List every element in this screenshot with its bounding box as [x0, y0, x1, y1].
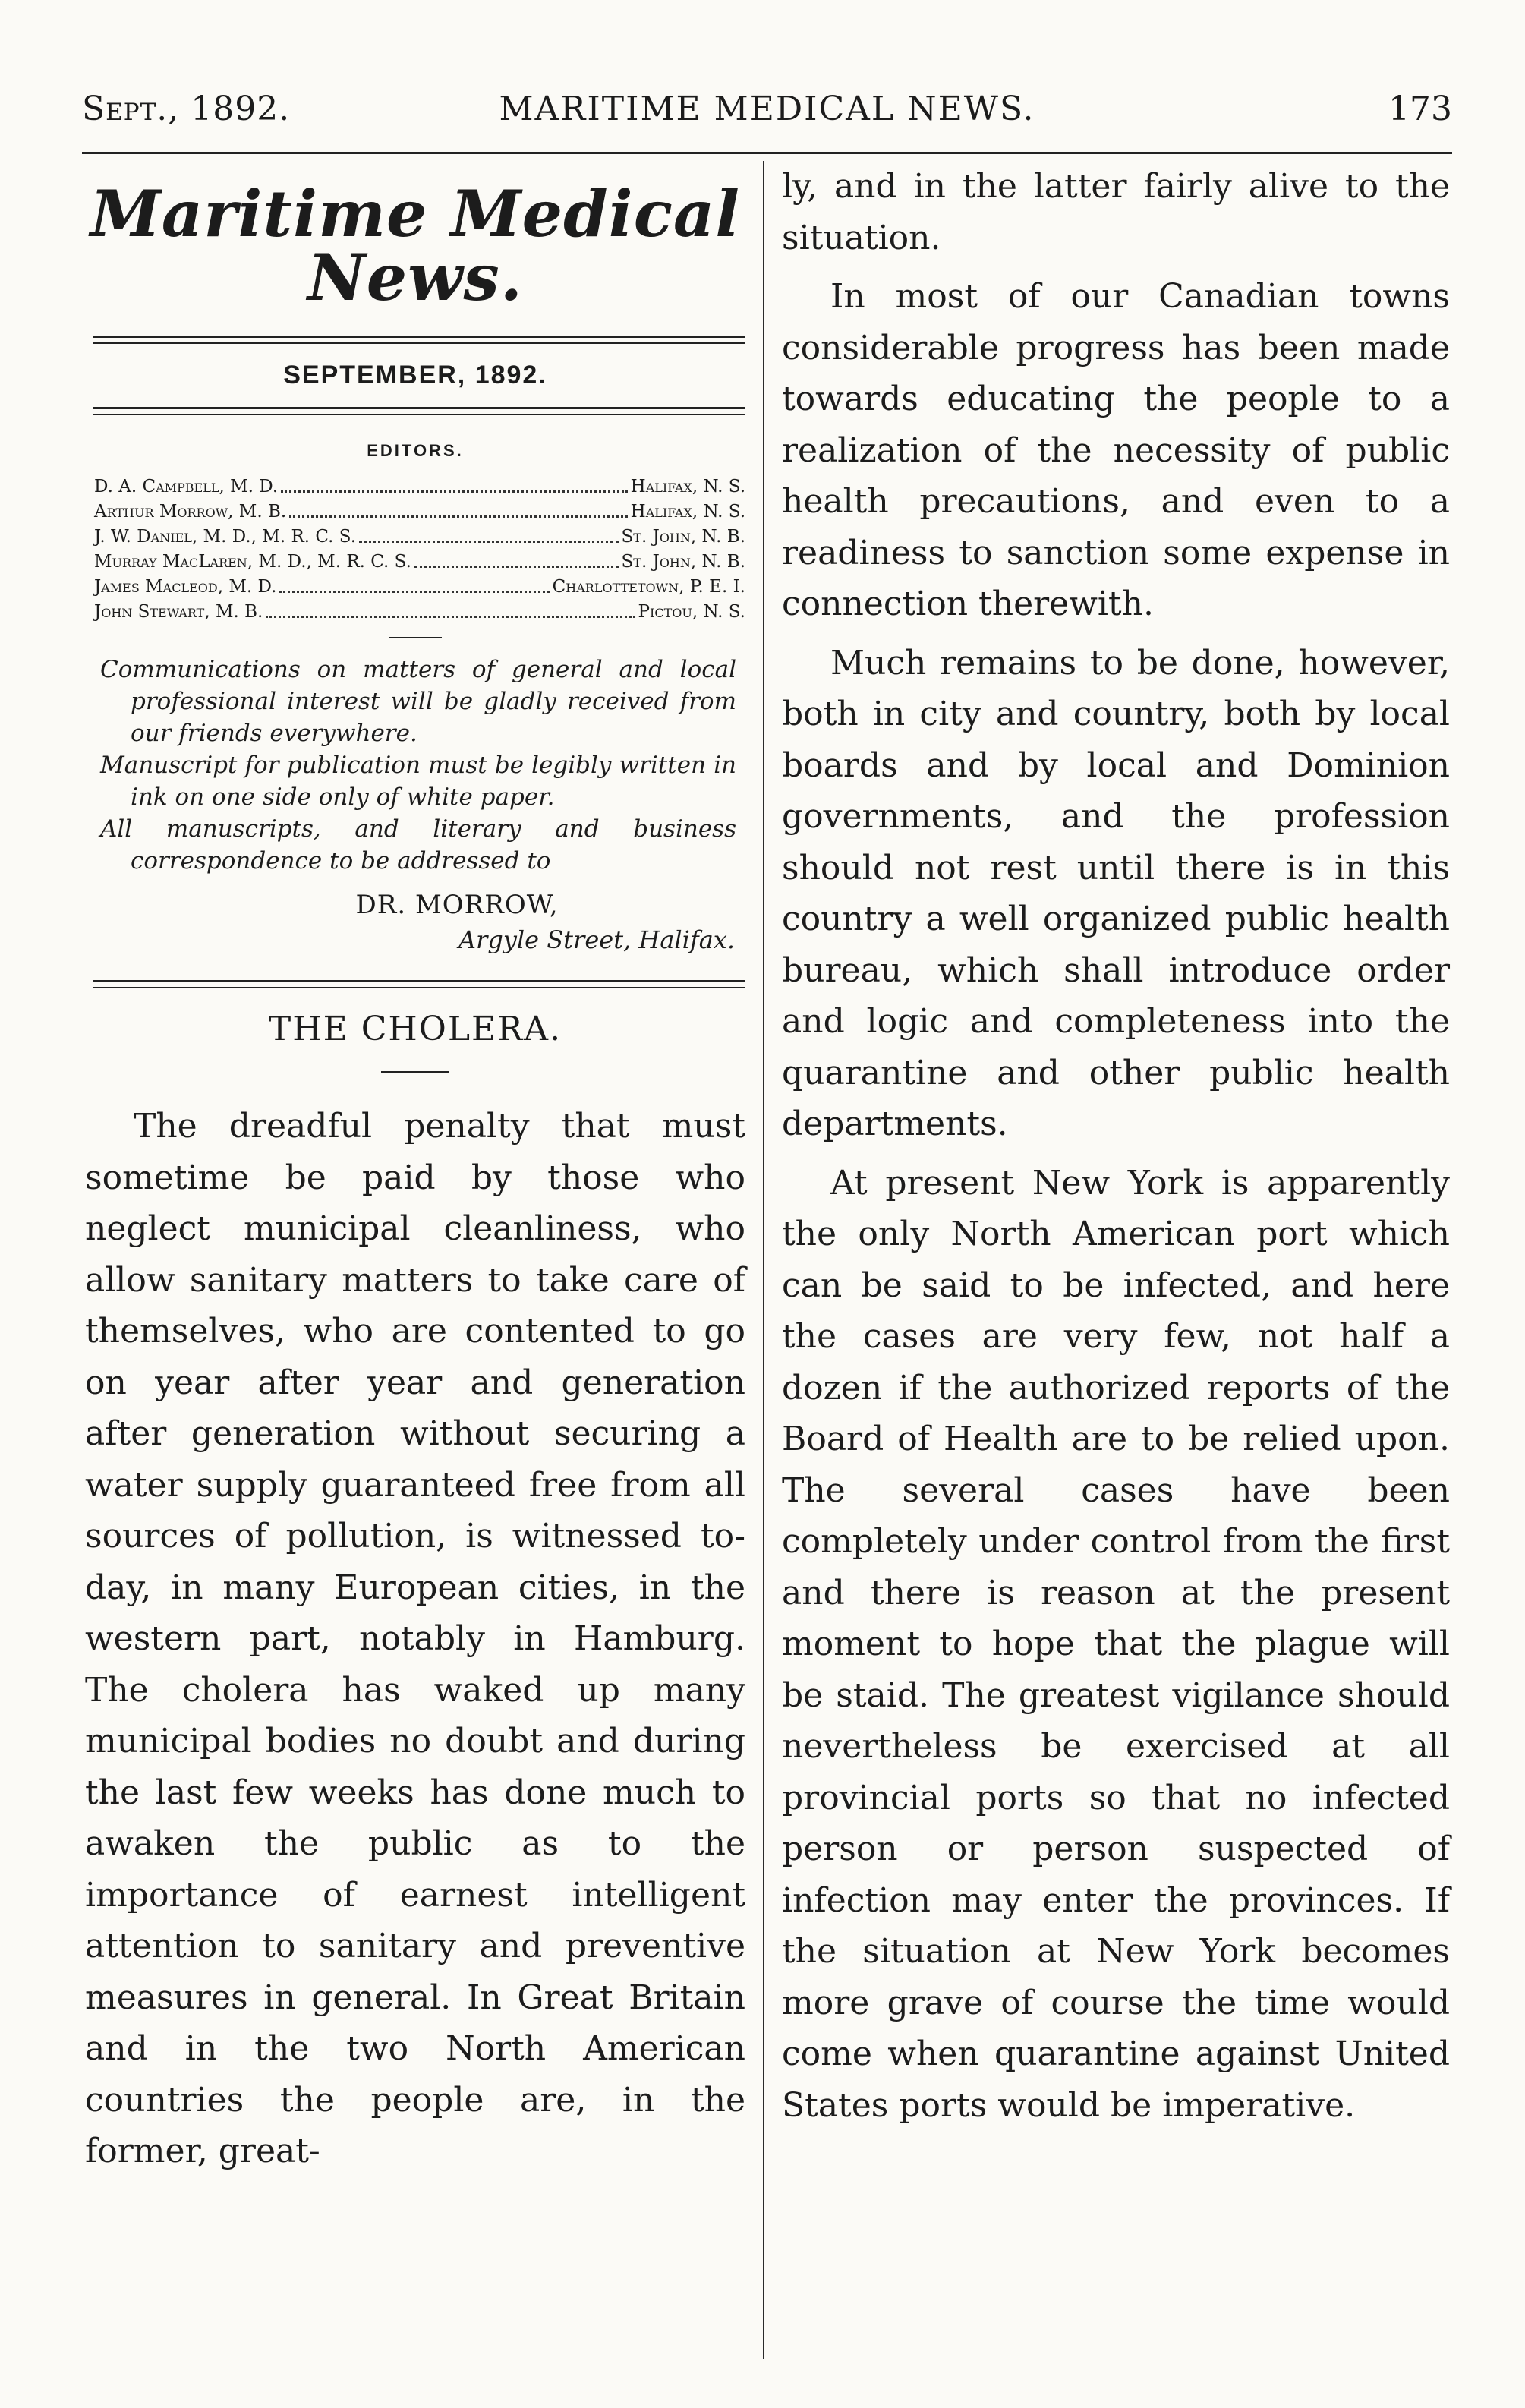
notice-communications: Communications on matters of general and local professional interest will be gladly received from our friends everywhere.	[100, 656, 736, 747]
editor-name: J. W. Daniel, M. D., M. R. C. S.	[94, 527, 357, 547]
masthead-title: Maritime Medical News.	[90, 176, 741, 315]
editor-location: Pictou, N. S.	[638, 602, 745, 622]
editor-row	[85, 600, 745, 625]
editor-name: Murray MacLaren, M. D., M. R. C. S.	[94, 552, 411, 572]
article-paragraph: Much remains to be done, however, both in city and country, both by local boards and by local and Dominion governments, and the profession should not rest until there is in this country a well organized public health bureau, which shall introduce order and logic and completeness into the quarantine and other public health departments.	[782, 643, 1450, 1143]
editor-name: Arthur Morrow, M. B.	[94, 502, 287, 522]
editors-heading: EDITORS.	[367, 441, 464, 460]
header-journal-title: MARITIME MEDICAL NEWS.	[499, 90, 1035, 128]
editor-name: John Stewart, M. B.	[94, 602, 263, 622]
issue-date: SEPTEMBER, 1892.	[283, 361, 547, 389]
header-date: Sept., 1892.	[82, 90, 291, 128]
address-street: Argyle Street, Halifax.	[458, 925, 735, 954]
editor-row	[85, 474, 745, 500]
issue-date-rule	[93, 407, 745, 415]
editor-row	[85, 500, 745, 525]
editor-location: St. John, N. B.	[621, 527, 745, 547]
article-paragraph: In most of our Canadian towns considerable progress has been made towards educating the people to a realization of the necessity of public health precautions, and even to a readiness to sanction some expense in connection therewith.	[782, 277, 1450, 623]
title-rule	[381, 1071, 449, 1073]
editors-rule	[389, 637, 442, 638]
running-header	[82, 90, 1452, 135]
editors-list	[85, 474, 745, 625]
editor-location: Halifax, N. S.	[630, 477, 745, 496]
notice-correspondence: All manuscripts, and literary and business correspondence to be addressed to	[100, 815, 736, 875]
editor-location: Halifax, N. S.	[630, 502, 745, 522]
article-title: THE CHOLERA.	[268, 1010, 562, 1048]
editor-row	[85, 525, 745, 550]
editor-row	[85, 550, 745, 575]
page-number: 173	[1388, 90, 1452, 128]
article-paragraph: At present New York is apparently the only North American port which can be said to be infected, and here the cases are very few, not half a dozen if the authorized reports of the Board of Health are to be relied upon. The several cases have been completely under control from the first and there is reason at the present moment to hope that the plague will be staid. The greatest vigilance should nevertheless be exercised at all provincial ports so that no infected person or person suspected of infection may enter the provinces. If the situation at New York becomes more grave of course the time would come when quarantine against United States ports would be imperative.	[782, 1163, 1450, 2125]
editor-name: James Macleod, M. D.	[94, 577, 277, 597]
section-rule	[93, 980, 745, 988]
masthead-rule	[93, 336, 745, 344]
header-rule	[82, 152, 1452, 154]
editor-location: Charlottetown, P. E. I.	[552, 577, 745, 597]
editor-row	[85, 575, 745, 600]
left-column	[85, 161, 745, 2177]
column-divider	[763, 161, 764, 2359]
right-column	[782, 161, 1450, 2131]
editor-name: D. A. Campbell, M. D.	[94, 477, 279, 496]
notice-manuscript: Manuscript for publication must be legibly written in ink on one side only of white paper.	[100, 752, 736, 811]
address-name: DR. MORROW,	[355, 890, 559, 920]
editor-location: St. John, N. B.	[621, 552, 745, 572]
article-paragraph: The dreadful penalty that must sometime be paid by those who neglect municipal cleanliness, who allow sanitary matters to take care of themselves, who are contented to go on year after year and generation after generation without securing a water supply guaranteed free from all sources of pollution, is witnessed to-day, in many European cities, in the western part, notably in Hamburg. The cholera has waked up many municipal bodies no doubt and during the last few weeks has done much to awaken the public as to the importance of earnest intelligent attention to sanitary and preventive measures in general. In Great Britain and in the two North American countries the people are, in the former, great-	[85, 1107, 745, 2170]
article-paragraph-continued: ly, and in the latter fairly alive to the situation.	[782, 167, 1450, 257]
